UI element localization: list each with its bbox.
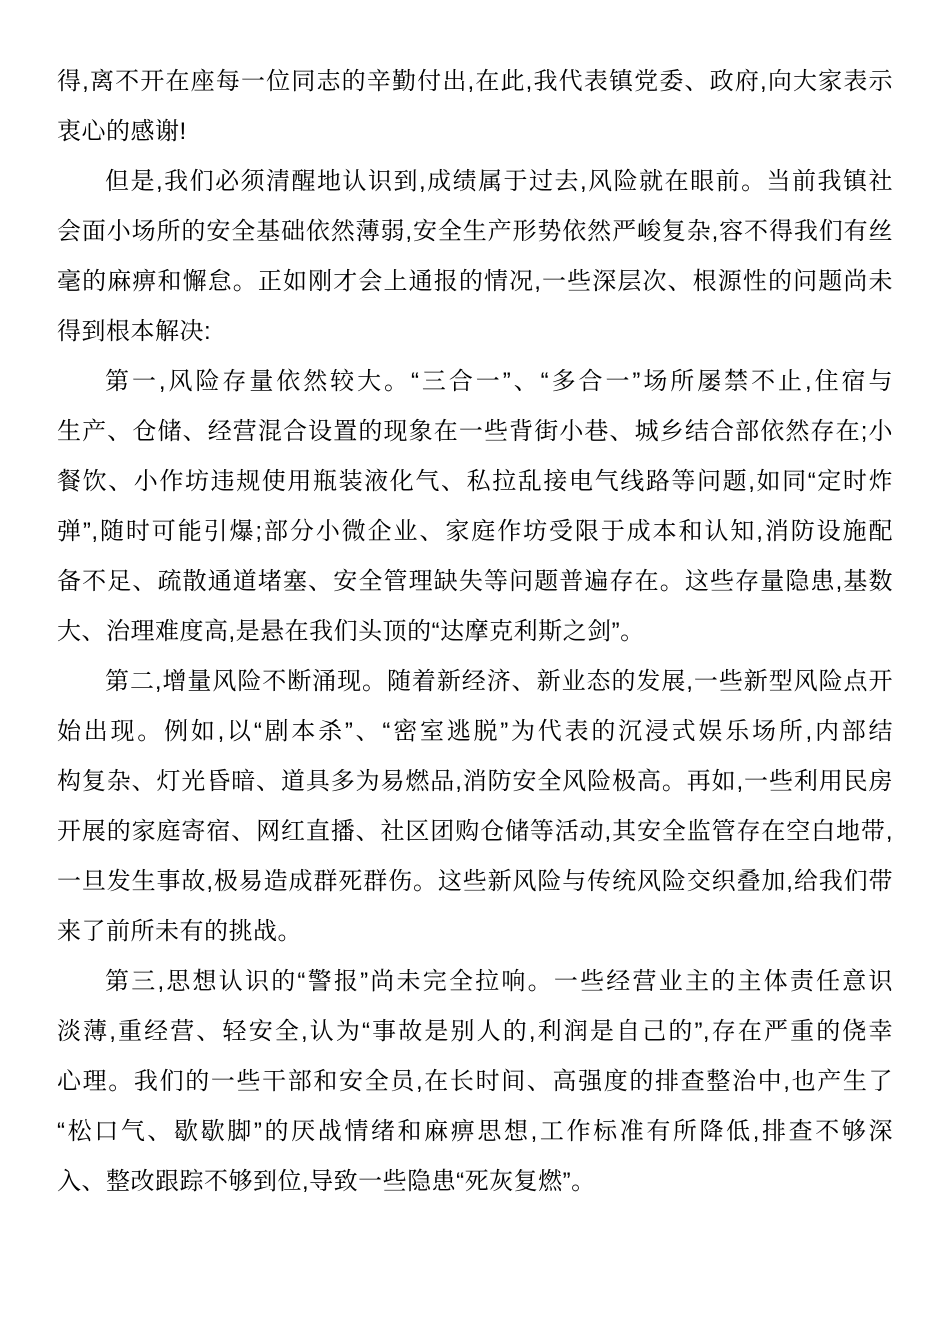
paragraph xyxy=(57,57,893,157)
text-line: 构复杂、灯光昏暗、道具多为易燃品,消防安全风险极高。再如,一些利用民房 xyxy=(57,768,893,795)
text-line: 衷心的感谢! xyxy=(57,118,187,145)
text-line: 心理。我们的一些干部和安全员,在长时间、高强度的排查整治中,也产生了 xyxy=(57,1068,893,1095)
text-line: 生产、仓储、经营混合设置的现象在一些背街小巷、城乡结合部依然存在;小 xyxy=(57,418,893,445)
text-line: 得,离不开在座每一位同志的辛勤付出,在此,我代表镇党委、政府,向大家表示 xyxy=(57,68,893,95)
text-line: 大、治理难度高,是悬在我们头顶的“达摩克利斯之剑”。 xyxy=(57,618,645,645)
text-line: 得到根本解决: xyxy=(57,318,212,345)
text-line: 入、整改跟踪不够到位,导致一些隐患“死灰复燃”。 xyxy=(57,1168,596,1195)
text-line: 弹”,随时可能引爆;部分小微企业、家庭作坊受限于成本和认知,消防设施配 xyxy=(57,518,893,545)
text-line: 第一,风险存量依然较大。“三合一”、“多合一”场所屡禁不止,住宿与 xyxy=(105,368,893,395)
text-line: “松口气、歇歇脚”的厌战情绪和麻痹思想,工作标准有所降低,排查不够深 xyxy=(57,1118,893,1145)
text-line: 始出现。例如,以“剧本杀”、“密室逃脱”为代表的沉浸式娱乐场所,内部结 xyxy=(57,718,893,745)
text-line: 第二,增量风险不断涌现。随着新经济、新业态的发展,一些新型风险点开 xyxy=(105,668,893,695)
text-line: 开展的家庭寄宿、网红直播、社区团购仓储等活动,其安全监管存在空白地带, xyxy=(57,818,893,845)
text-line: 淡薄,重经营、轻安全,认为“事故是别人的,利润是自己的”,存在严重的侥幸 xyxy=(57,1018,893,1045)
paragraph xyxy=(57,957,893,1207)
text-line: 第三,思想认识的“警报”尚未完全拉响。一些经营业主的主体责任意识 xyxy=(105,968,893,995)
paragraph xyxy=(57,657,893,957)
text-line: 会面小场所的安全基础依然薄弱,安全生产形势依然严峻复杂,容不得我们有丝 xyxy=(57,218,893,245)
text-line: 餐饮、小作坊违规使用瓶装液化气、私拉乱接电气线路等问题,如同“定时炸 xyxy=(57,468,893,495)
text-line: 毫的麻痹和懈怠。正如刚才会上通报的情况,一些深层次、根源性的问题尚未 xyxy=(57,268,893,295)
text-line: 备不足、疏散通道堵塞、安全管理缺失等问题普遍存在。这些存量隐患,基数 xyxy=(57,568,893,595)
text-line: 但是,我们必须清醒地认识到,成绩属于过去,风险就在眼前。当前我镇社 xyxy=(105,168,893,195)
paragraph xyxy=(57,157,893,357)
text-line: 来了前所未有的挑战。 xyxy=(57,918,302,945)
text-line: 一旦发生事故,极易造成群死群伤。这些新风险与传统风险交织叠加,给我们带 xyxy=(57,868,893,895)
paragraph xyxy=(57,357,893,657)
